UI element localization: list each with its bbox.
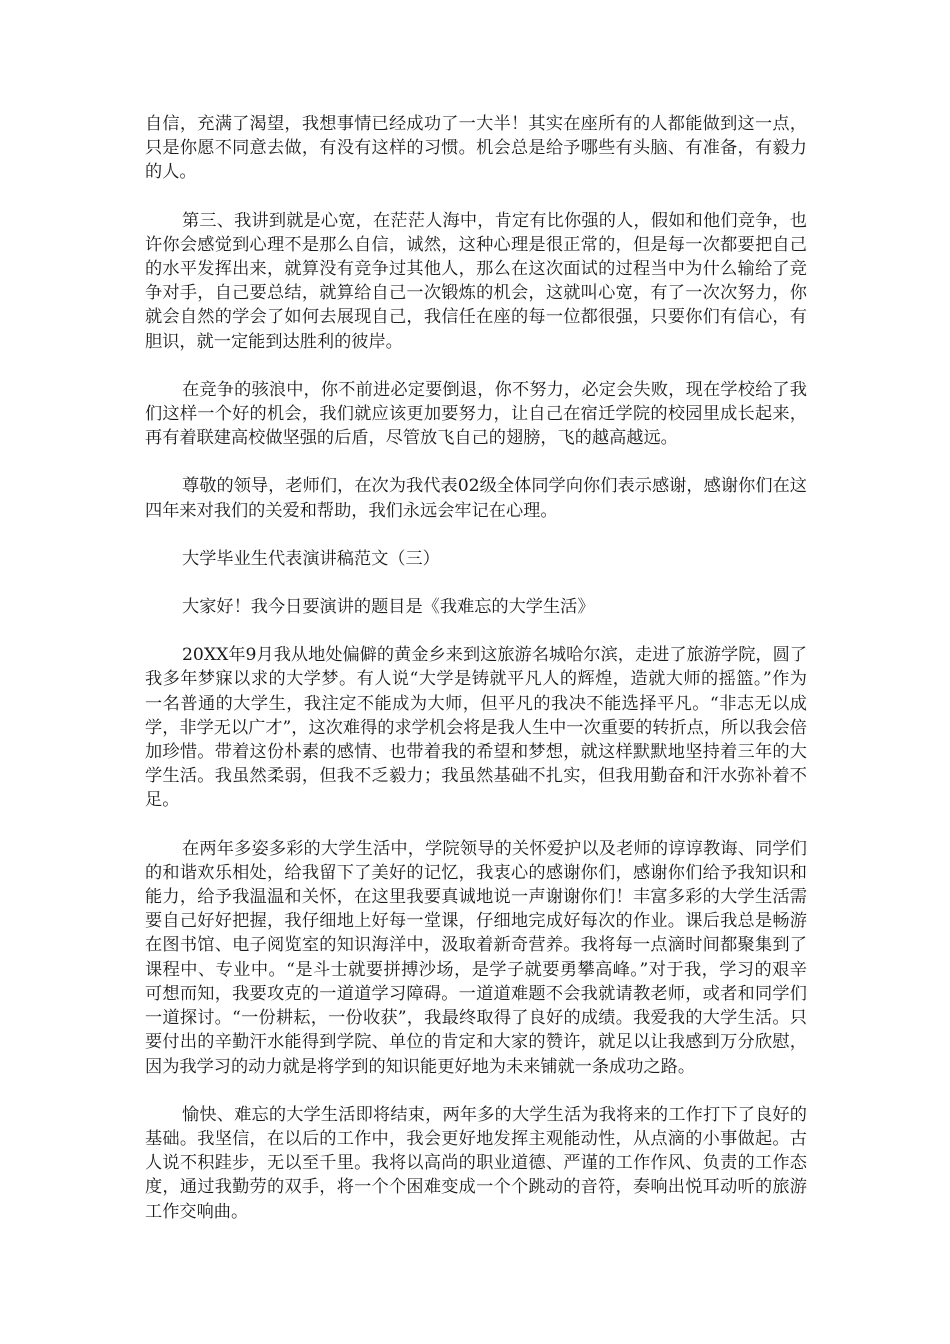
paragraph: 第三、我讲到就是心宽，在茫茫人海中，肯定有比你强的人，假如和他们竞争，也许你会感觉到心理不是那么自信，诚然，这种心理是很正常的，但是每一次都要把自己的水平发挥出来，就算没有竞争过其他人，那么在这次面试的过程当中为什么输给了竞争对手，自己要总结，就算给自己一次锻炼的机会，这就叫心宽，有了一次次努力，你就会自然的学会了如何去展现自己，我信任在座的每一位都很强，只要你们有信心，有胆识，就一定能到达胜利的彼岸。	[145, 210, 807, 352]
section-heading: 大学毕业生代表演讲稿范文（三）	[182, 548, 440, 569]
paragraph: 在两年多姿多彩的大学生活中，学院领导的关怀爱护以及老师的谆谆教诲、同学们的和谐欢乐相处，给我留下了美好的记忆，我衷心的感谢你们，感谢你们给予我知识和能力，给予我温温和关怀，在这里我要真诚地说一声谢谢你们！丰富多彩的大学生活需要自己好好把握，我仔细地上好每一堂课，仔细地完成好每次的作业。课后我总是畅游在图书馆、电子阅览室的知识海洋中，汲取着新奇营养。我将每一点滴时间都聚集到了课程中、专业中。“是斗士就要拼搏沙场，是学子就要勇攀高峰。”对于我，学习的艰辛可想而知，我要攻克的一道道学习障碍。一道道难题不会我就请教老师，或者和同学们一道探讨。“一份耕耘，一份收获”，我最终取得了良好的成绩。我爱我的大学生活。只要付出的辛勤汗水能得到学院、单位的肯定和大家的赞许，就足以让我感到万分欣慰，因为我学习的动力就是将学到的知识能更好地为未来铺就一条成功之路。	[145, 838, 807, 1077]
paragraph: 20XX年9月我从地处偏僻的黄金乡来到这旅游名城哈尔滨，走进了旅游学院，圆了我多年梦寐以求的大学梦。有人说“大学是铸就平凡人的辉煌，造就大师的摇篮。”作为一名普通的大学生，我注定不能成为大师，但平凡的我决不能选择平凡。“非志无以成学，非学无以广才”，这次难得的求学机会将是我人生中一次重要的转折点，所以我会倍加珍惜。带着这份朴素的感情、也带着我的希望和梦想，就这样默默地坚持着三年的大学生活。我虽然柔弱，但我不乏毅力；我虽然基础不扎实，但我用勤奋和汗水弥补着不足。	[145, 645, 807, 811]
document-body	[145, 112, 807, 1248]
paragraph: 尊敬的领导，老师们，在次为我代表02级全体同学向你们表示感谢，感谢你们在这四年来对我们的关爱和帮助，我们永远会牢记在心理。	[145, 476, 807, 521]
paragraph: 愉快、难忘的大学生活即将结束，两年多的大学生活为我将来的工作打下了良好的基础。我坚信，在以后的工作中，我会更好地发挥主观能动性，从点滴的小事做起。古人说不积跬步，无以至千里。我将以高尚的职业道德、严谨的工作作风、负责的工作态度，通过我勤劳的双手，将一个个困难变成一个个跳动的音符，奏响出悦耳动听的旅游工作交响曲。	[145, 1104, 807, 1222]
paragraph: 在竞争的骇浪中，你不前进必定要倒退，你不努力，必定会失败，现在学校给了我们这样一个好的机会，我们就应该更加要努力，让自己在宿迁学院的校园里成长起来，再有着联建高校做坚强的后盾，尽管放飞自己的翅膀，飞的越高越远。	[145, 379, 807, 449]
speech-title-line: 大家好！我今日要演讲的题目是《我难忘的大学生活》	[182, 597, 595, 618]
paragraph-continued: 自信，充满了渴望，我想事情已经成功了一大半！其实在座所有的人都能做到这一点，只是你愿不同意去做，有没有这样的习惯。机会总是给予哪些有头脑、有准备，有毅力的人。	[145, 114, 807, 183]
